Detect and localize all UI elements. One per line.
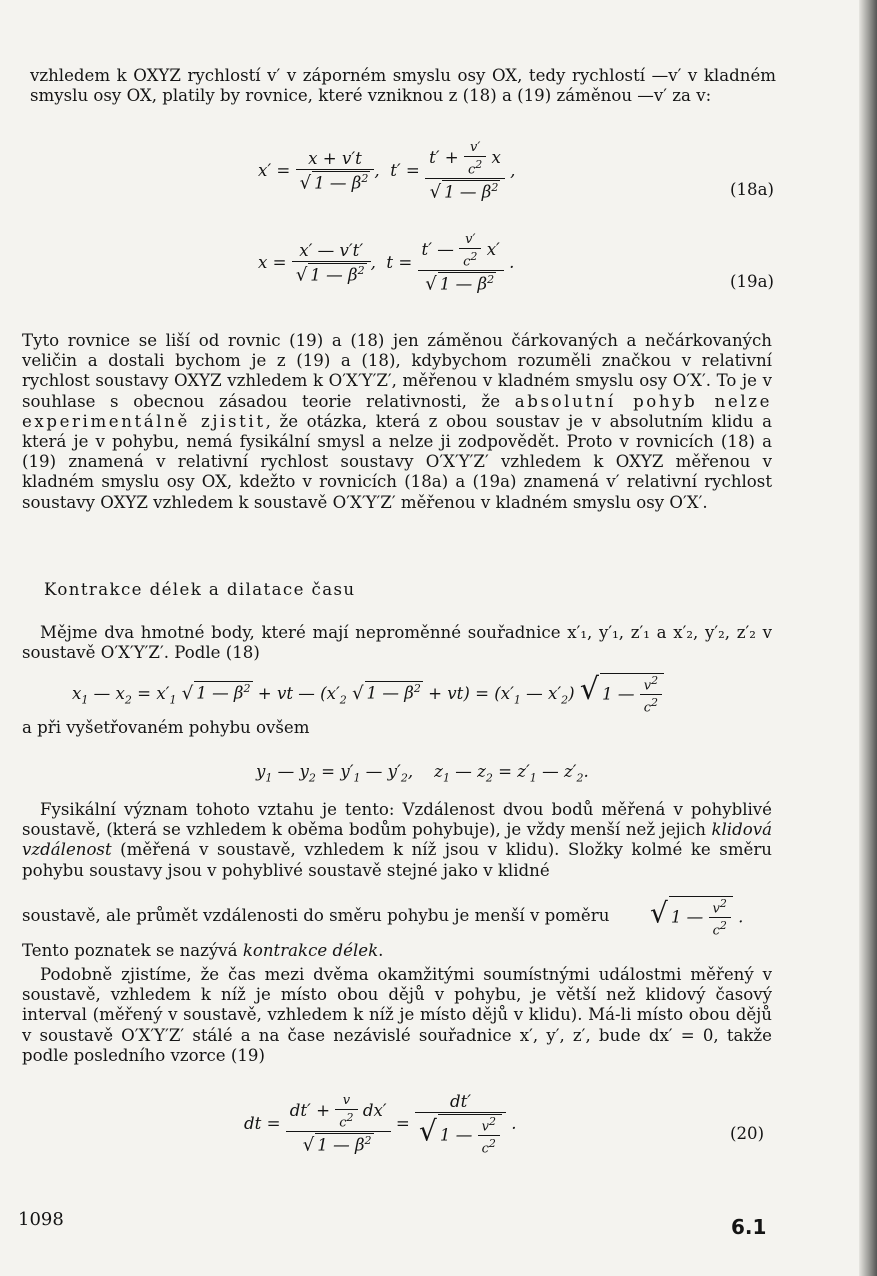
equation-number-20: (20) (730, 1124, 765, 1143)
equation-18a: x′ = $\frac{x + v't}{√ 1 — \beta^2}$ , t′ = t′ + $\frac{v'}{c^2}$ x √ 1 — $\beta^2$ , (258, 140, 516, 203)
length-contraction-line (22, 941, 772, 961)
meaning-text-start: Fysikální význam tohoto vztahu je tento: Vzdálenost dvou bodů měřená v pohyblivé soustavě, (která se vzhledem k oběma bodům pohybuje), je vždy menší než jejich (22, 800, 772, 840)
physical-meaning-paragraph (22, 800, 772, 881)
section-heading: Kontrakce délek a dilatace času (44, 580, 356, 599)
page-number: 1098 (18, 1209, 64, 1230)
coordinates-paragraph (22, 623, 772, 663)
ratio-line: soustavě, ale průmět vzdálenosti do směru pohybu je menší v poměru (22, 906, 610, 925)
section-mark: 6.1 (731, 1215, 767, 1239)
page-binding-edge (859, 0, 877, 1276)
contraction-text-start: Tento poznatek se nazývá (22, 941, 243, 960)
equation-20: dt = dt′ + $\frac{v}{c^2}$ dx′ √ 1 — $\beta^2$ = dt′ √ 1 — $\frac{v^2}{c^2}$ . (244, 1092, 517, 1157)
time-dilation-paragraph (22, 965, 772, 1066)
intro-paragraph: vzhledem k OXYZ rychlostí v′ v záporném smyslu osy OX, tedy rychlostí —v′ v kladném smyslu osy OX, platily by rovnice, které vzniknou z (18) a (19) záměnou —v′ za v: (30, 66, 776, 106)
equation-transverse: $y_1$ — $y_2 = y'_1$ — $y'_2$, $z_1$ — $z_2 = z'_1$ — $z'_2$. (256, 762, 589, 785)
equation-number-18a: (18a) (730, 180, 774, 199)
equation-19a: x = $\frac{x' — v't'}{√ 1 — \beta^2}$ , t = t′ — $\frac{v'}{c^2}$ x′ √ 1 — $\beta^2$ . (258, 232, 515, 295)
equation-length-contraction: $x_1$ — $x_2 = x'_1$ √ 1 — $\beta^2$ + vt — ($x'_2$ √ 1 — $\beta^2 + vt) = (x'_1$ — $x'_2$) √ 1 — $\frac{v^2}{c^2}$ (72, 672, 664, 715)
equation-number-19a: (19a) (730, 272, 774, 291)
meaning-text-end: (měřená v soustavě, vzhledem k níž jsou v klidu). Složky kolmé ke směru pohybu soustavy jsou v pohyblivé soustavě stejné jako v klidné (22, 840, 772, 880)
rest-distance-term: klidová vzdálenost (22, 820, 772, 860)
relativity-paragraph (22, 331, 772, 513)
length-contraction-term: kontrakce délek (242, 941, 379, 960)
paragraph-text-end: , že otázka, která z obou soustav je v absolutním klidu a která je v pohybu, nemá fysikální smysl a nelze ji zodpovědět. Proto v rovnicích (18) a (19) znamená v relativní rychlost soustavy O′X′Y′Z′ vzhledem k OXYZ měřenou v kladném smyslu osy OX, kdežto v rovnicích (18a) a (19a) znamená v′ relativní rychlost soustavy OXYZ vzhledem k soustavě O′X′Y′Z′ měřenou v kladném smyslu osy O′X′. (22, 411, 773, 512)
paragraph-text-start: Tyto rovnice se liší od rovnic (19) a (18) jen záměnou čárkovaných a nečárkovaných veličin a dostali bychom je z (19) a (18), kdybychom rozuměli značkou v relativní rychlost soustavy OXYZ vzhledem k O′X′Y′Z′, měřenou v kladném smyslu osy O′X′. To je v souhlase s obecnou zásadou teorie relativnosti, že (22, 331, 772, 411)
time-dilation-text: Podobně zjistíme, že čas mezi dvěma okamžitými soumístnými událostmi měřený v soustavě, vzhledem k níž je místo obou dějů v pohybu, je větší než klidový časový interval (měřený v soustavě, vzhledem k níž je místo dějů v klidu). Má-li místo obou dějů v soustavě O′X′Y′Z′ stálé a na čase nezávislé souřadnice x′, y′, z′, bude dx′ = 0, takže podle posledního vzorce (19) (22, 965, 772, 1065)
contraction-text-end: . (378, 941, 384, 960)
spaced-emphasis: absolutní pohyb nelze experimentálně zjistit (22, 391, 772, 431)
equation-ratio: √ 1 — $\frac{v^2}{c^2}$ . (650, 896, 744, 939)
coordinates-text: Mějme dva hmotné body, které mají neproměnné souřadnice x′₁, y′₁, z′₁ a x′₂, y′₂, z′₂ v soustavě O′X′Y′Z′. Podle (18) (22, 623, 772, 663)
motion-line: a při vyšetřovaném pohybu ovšem (22, 718, 310, 737)
